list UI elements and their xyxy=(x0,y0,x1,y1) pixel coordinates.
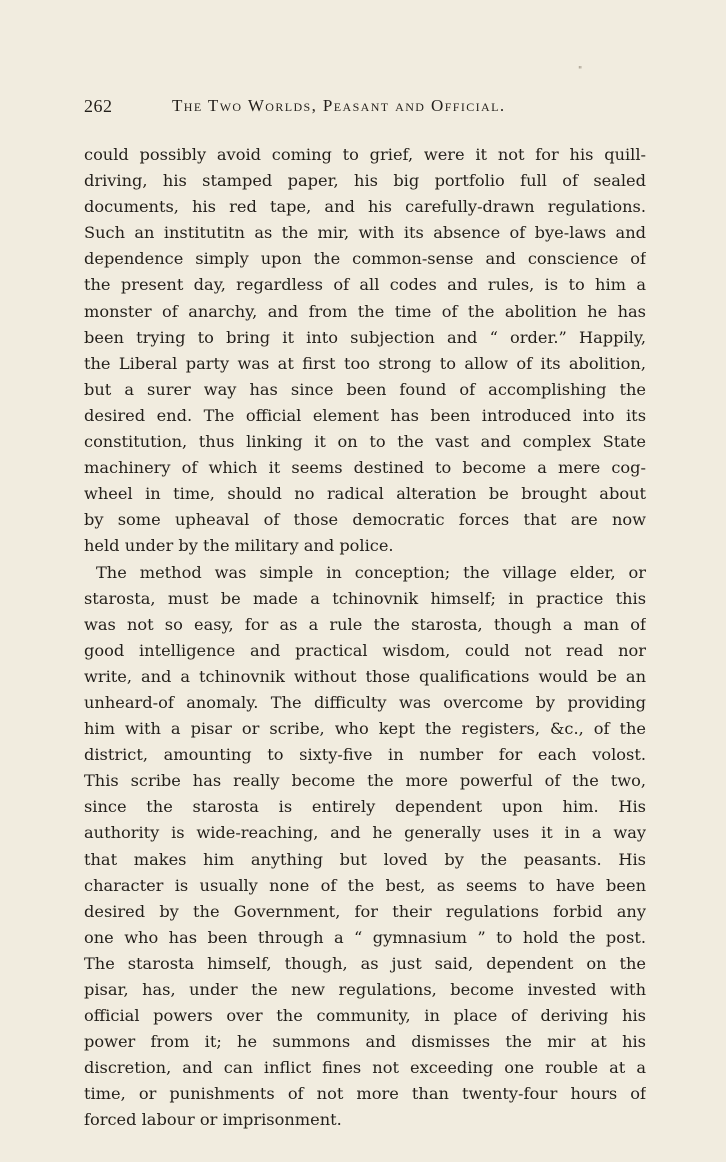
text-line: discretion, and can inflict fines not exceeding one rouble at a xyxy=(84,1058,646,1078)
text-line: monster of anarchy, and from the time of the abolition he has xyxy=(84,301,646,321)
text-line: character is usually none of the best, as seems to have been xyxy=(84,875,646,895)
text-line: authority is wide-reaching, and he generally uses it in a way xyxy=(84,823,646,843)
text-line: one who has been through a “ gymnasium ” to hold the post. xyxy=(84,927,646,947)
text-line: The starosta himself, though, as just said, dependent on the xyxy=(84,953,646,973)
text-line: time, or punishments of not more than twenty-four hours of xyxy=(84,1084,646,1104)
text-line: could possibly avoid coming to grief, were it not for his quill- xyxy=(84,145,646,164)
text-line: documents, his red tape, and his carefully-drawn regulations. xyxy=(84,197,646,217)
text-line: unheard-of anomaly. The difficulty was overcome by providing xyxy=(84,692,646,712)
text-line: power from it; he summons and dismisses the mir at his xyxy=(84,1032,646,1052)
corner-mark: " xyxy=(578,66,583,76)
text-line: district, amounting to sixty-five in number for each volost. xyxy=(84,745,646,765)
text-line: official powers over the community, in place of deriving his xyxy=(84,1006,646,1026)
text-line: machinery of which it seems destined to become a mere cog- xyxy=(84,458,646,478)
text-line: good intelligence and practical wisdom, could not read nor xyxy=(84,640,646,660)
text-line: held under by the military and police. xyxy=(84,536,394,556)
text-line: forced labour or imprisonment. xyxy=(84,1110,342,1130)
text-line: him with a pisar or scribe, who kept the registers, &c., of the xyxy=(84,719,646,739)
text-line: driving, his stamped paper, his big portfolio full of sealed xyxy=(84,171,646,191)
text-line: The method was simple in conception; the village elder, or xyxy=(96,562,646,582)
body-text xyxy=(84,142,646,1134)
page-header xyxy=(84,96,644,120)
text-line: dependence simply upon the common-sense and conscience of xyxy=(84,249,646,269)
text-line: starosta, must be made a tchinovnik himself; in practice this xyxy=(84,588,646,608)
text-line: but a surer way has since been found of accomplishing the xyxy=(84,379,646,399)
text-line: desired by the Government, for their regulations forbid any xyxy=(84,901,646,921)
text-line: since the starosta is entirely dependent upon him. His xyxy=(84,797,646,817)
page-number: 262 xyxy=(84,96,113,116)
text-line: the present day, regardless of all codes and rules, is to him a xyxy=(84,275,646,295)
text-line: was not so easy, for as a rule the starosta, though a man of xyxy=(84,614,646,634)
text-line: write, and a tchinovnik without those qualifications would be an xyxy=(84,666,646,686)
text-line: pisar, has, under the new regulations, become invested with xyxy=(84,980,646,999)
text-line: by some upheaval of those democratic forces that are now xyxy=(84,510,646,530)
text-line: that makes him anything but loved by the peasants. His xyxy=(84,849,646,869)
running-title: The Two Worlds, Peasant and Official. xyxy=(172,96,506,115)
text-line: This scribe has really become the more powerful of the two, xyxy=(84,771,646,791)
text-line: been trying to bring it into subjection and “ order.” Happily, xyxy=(84,327,646,347)
text-line: constitution, thus linking it on to the vast and complex State xyxy=(84,432,646,452)
text-line: the Liberal party was at first too strong to allow of its abolition, xyxy=(84,353,646,373)
text-line: wheel in time, should no radical alteration be brought about xyxy=(84,484,646,504)
text-line: desired end. The official element has been introduced into its xyxy=(84,405,646,425)
text-line: Such an institutitn as the mir, with its absence of bye-laws and xyxy=(84,223,646,243)
